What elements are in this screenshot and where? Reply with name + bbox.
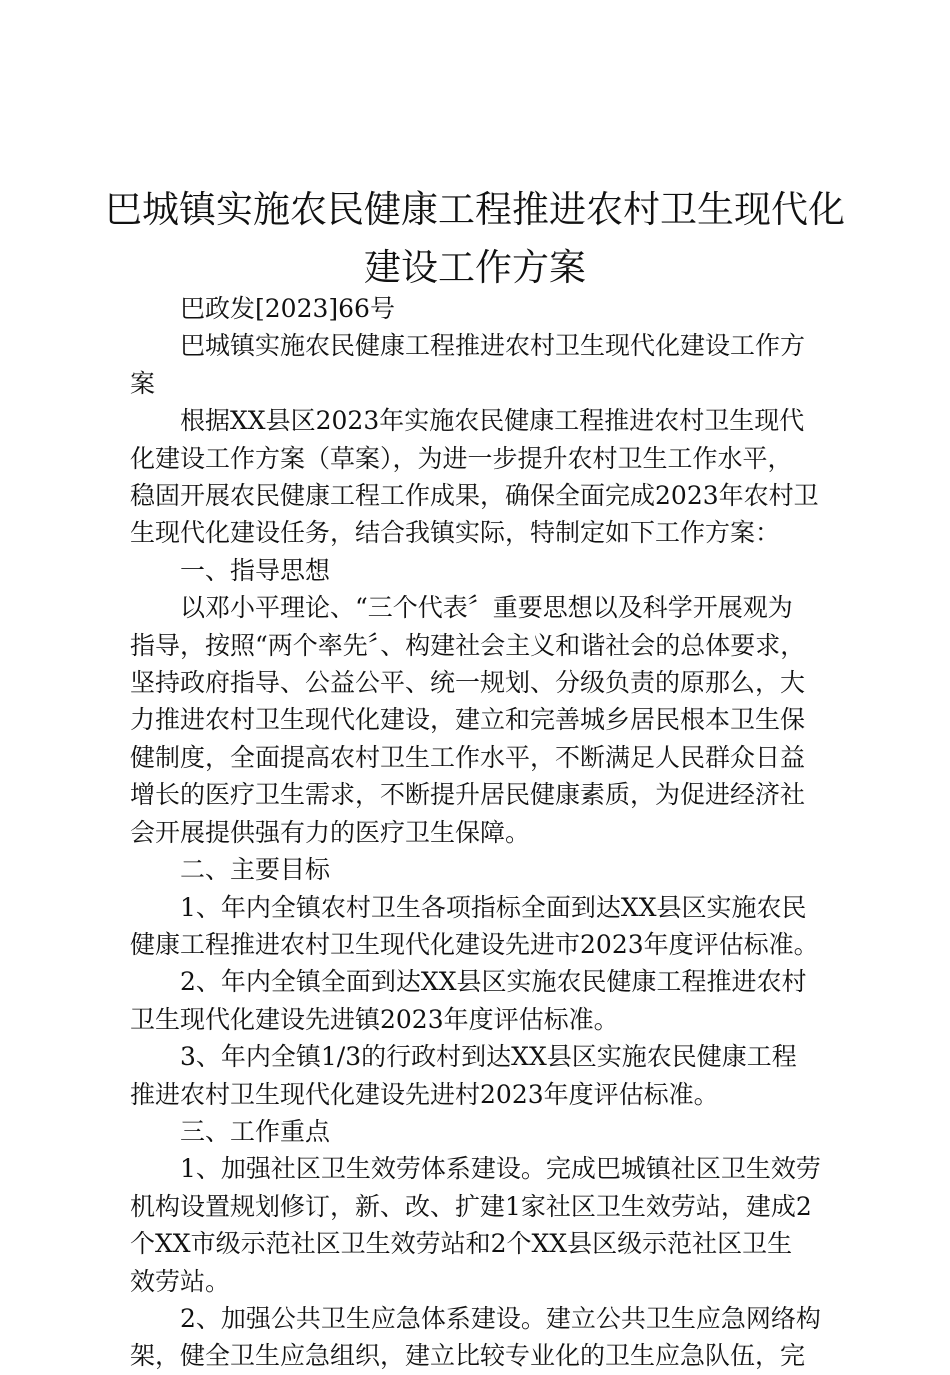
section-heading-main-goals: 二、主要目标 (180, 855, 331, 885)
intro-paragraph: 根据XX县区2023年实施农民健康工程推进农村卫生现代 (180, 406, 805, 436)
goal-1: 1、年内全镇农村卫生各项指标全面到达XX县区实施农民 (180, 892, 807, 922)
section-heading-work-focus: 三、工作重点 (180, 1116, 331, 1146)
guiding-ideology-paragraph: 以邓小平理论、“三个代表〞重要思想以及科学开展观为 (180, 593, 793, 623)
subtitle-paragraph: 巴城镇实施农民健康工程推进农村卫生现代化建设工作方 (180, 331, 806, 361)
goal-3: 3、年内全镇1/3的行政村到达XX县区实施农民健康工程 (180, 1042, 797, 1072)
document-body (130, 290, 830, 1375)
goal-3-cont: 推进农村卫生现代化建设先进村2023年度评估标准。 (130, 1079, 719, 1109)
subtitle-paragraph-cont: 案 (130, 368, 156, 398)
guiding-ideology-paragraph-cont: 指导，按照“两个率先〞、构建社会主义和谐社会的总体要求， 坚持政府指导、公益公平、统一规划、分级负责的原那么，大 力推进农村卫生现代化建设，建立和完善城乡居民根本卫生保 健制度，全面提高农村卫生工作水平，不断满足人民群众日益 增长的医疗卫生需求，不断提升居民健康素质，为促进经济社 会开展提供强有力的医疗卫生保障。 (130, 630, 806, 847)
goal-1-cont: 健康工程推进农村卫生现代化建设先进市2023年度评估标准。 (130, 929, 819, 959)
doc-number: 巴政发[2023]66号 (180, 294, 395, 323)
intro-paragraph-cont: 化建设工作方案（草案），为进一步提升农村卫生工作水平， 稳固开展农民健康工程工作成果，确保全面完成2023年农村卫 生现代化建设任务，结合我镇实际，特制定如下工作方案： (130, 443, 819, 548)
document-title-line-1: 巴城镇实施农民健康工程推进农村卫生现代化 (105, 188, 845, 231)
goal-2-cont: 卫生现代化建设先进镇2023年度评估标准。 (130, 1004, 619, 1034)
section-heading-guiding-ideology: 一、指导思想 (180, 555, 331, 585)
document-title-line-2: 建设工作方案 (364, 246, 586, 289)
focus-2-cont: 架，健全卫生应急组织，建立比较专业化的卫生应急队伍，完 (130, 1341, 806, 1371)
focus-1-cont: 机构设置规划修订，新、改、扩建1家社区卫生效劳站，建成2 个XX市级示范社区卫生效劳站和2个XX县区级示范社区卫生 效劳站。 (130, 1191, 812, 1296)
focus-1: 1、加强社区卫生效劳体系建设。完成巴城镇社区卫生效劳 (180, 1154, 821, 1184)
focus-2: 2、加强公共卫生应急体系建设。建立公共卫生应急网络构 (180, 1303, 821, 1333)
goal-2: 2、年内全镇全面到达XX县区实施农民健康工程推进农村 (180, 967, 807, 997)
